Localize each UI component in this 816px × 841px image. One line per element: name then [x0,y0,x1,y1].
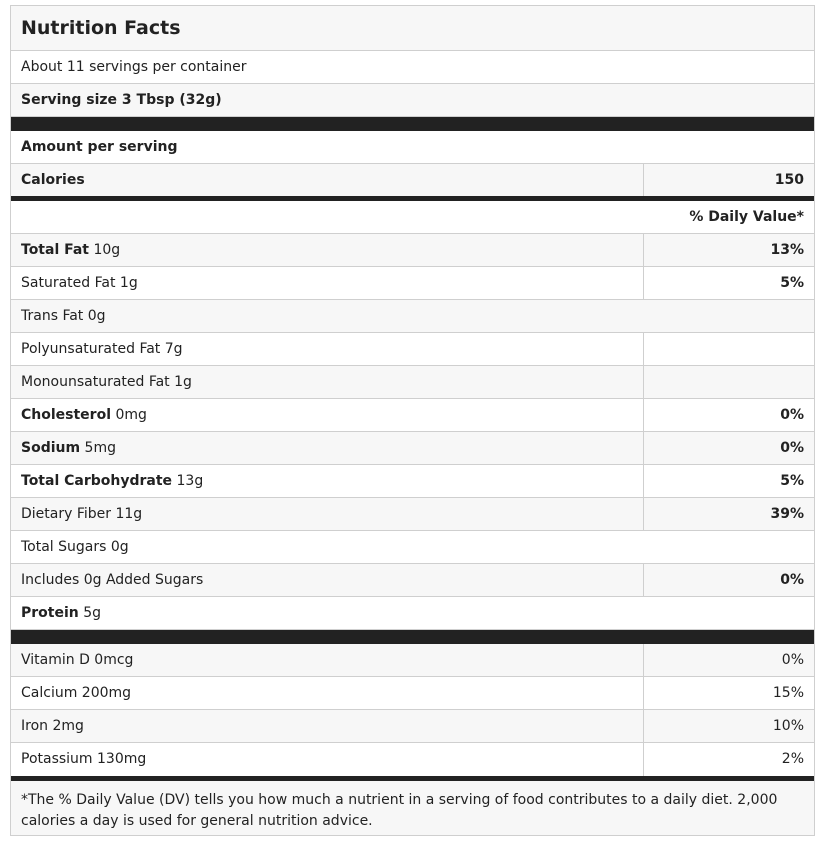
daily-value-header: % Daily Value* [689,209,804,225]
nutrient-row [11,564,814,597]
micronutrient-dv: 0% [643,644,814,676]
nutrient-dv: 13% [643,234,814,266]
nutrient-row [11,498,814,531]
nutrient-name: Sodium 5mg [21,440,116,456]
calories-label: Calories [21,172,85,188]
daily-value-header-row [11,201,814,234]
micronutrient-name: Calcium 200mg [21,685,132,701]
footnote: *The % Daily Value (DV) tells you how much a nutrient in a serving of food contributes to a daily diet. 2,000 calories a day is used for general nutrition advice. [11,776,814,836]
micronutrient-name: Vitamin D 0mcg [21,652,134,668]
nutrient-name: Total Fat 10g [21,242,121,258]
micronutrient-row [11,710,814,743]
servings-text: About 11 servings per container [21,59,247,75]
title-row [11,5,814,51]
nutrition-label [10,5,815,836]
micronutrient-row [11,644,814,677]
amount-per-serving-text: Amount per serving [21,139,178,155]
micronutrient-name: Potassium 130mg [21,751,147,767]
calories-value: 150 [643,164,814,196]
nutrient-name: Dietary Fiber 11g [21,506,143,522]
micronutrient-row [11,743,814,776]
nutrient-name: Saturated Fat 1g [21,275,138,291]
micronutrient-dv: 10% [643,710,814,742]
nutrient-dv: 5% [643,267,814,299]
micronutrient-name: Iron 2mg [21,718,84,734]
nutrient-row [11,399,814,432]
nutrient-row [11,432,814,465]
nutrient-name: Includes 0g Added Sugars [21,572,204,588]
micronutrient-dv: 2% [643,743,814,776]
amount-per-serving-row [11,131,814,164]
thick-divider [11,117,814,131]
nutrient-dv: 0% [643,432,814,464]
nutrient-dv: 5% [643,465,814,497]
nutrient-name: Protein 5g [21,605,101,621]
nutrient-row [11,267,814,300]
nutrient-row [11,234,814,267]
nutrient-name: Total Sugars 0g [21,539,129,555]
thick-divider [11,630,814,644]
nutrient-row [11,300,814,333]
label-title: Nutrition Facts [21,17,181,39]
nutrient-row [11,531,814,564]
nutrient-name: Cholesterol 0mg [21,407,147,423]
serving-size-row [11,84,814,117]
nutrient-dv: 0% [643,564,814,596]
nutrient-dv [643,333,814,365]
nutrient-name: Trans Fat 0g [21,308,106,324]
nutrient-dv: 39% [643,498,814,530]
micronutrient-row [11,677,814,710]
servings-row [11,51,814,84]
nutrient-dv: 0% [643,399,814,431]
calories-row [11,164,814,201]
nutrient-row [11,597,814,630]
serving-size-text: Serving size 3 Tbsp (32g) [21,92,222,108]
nutrient-name: Polyunsaturated Fat 7g [21,341,183,357]
nutrient-row [11,333,814,366]
nutrient-name: Monounsaturated Fat 1g [21,374,192,390]
nutrient-dv [643,366,814,398]
nutrient-name: Total Carbohydrate 13g [21,473,204,489]
micronutrient-dv: 15% [643,677,814,709]
nutrient-row [11,366,814,399]
nutrient-row [11,465,814,498]
